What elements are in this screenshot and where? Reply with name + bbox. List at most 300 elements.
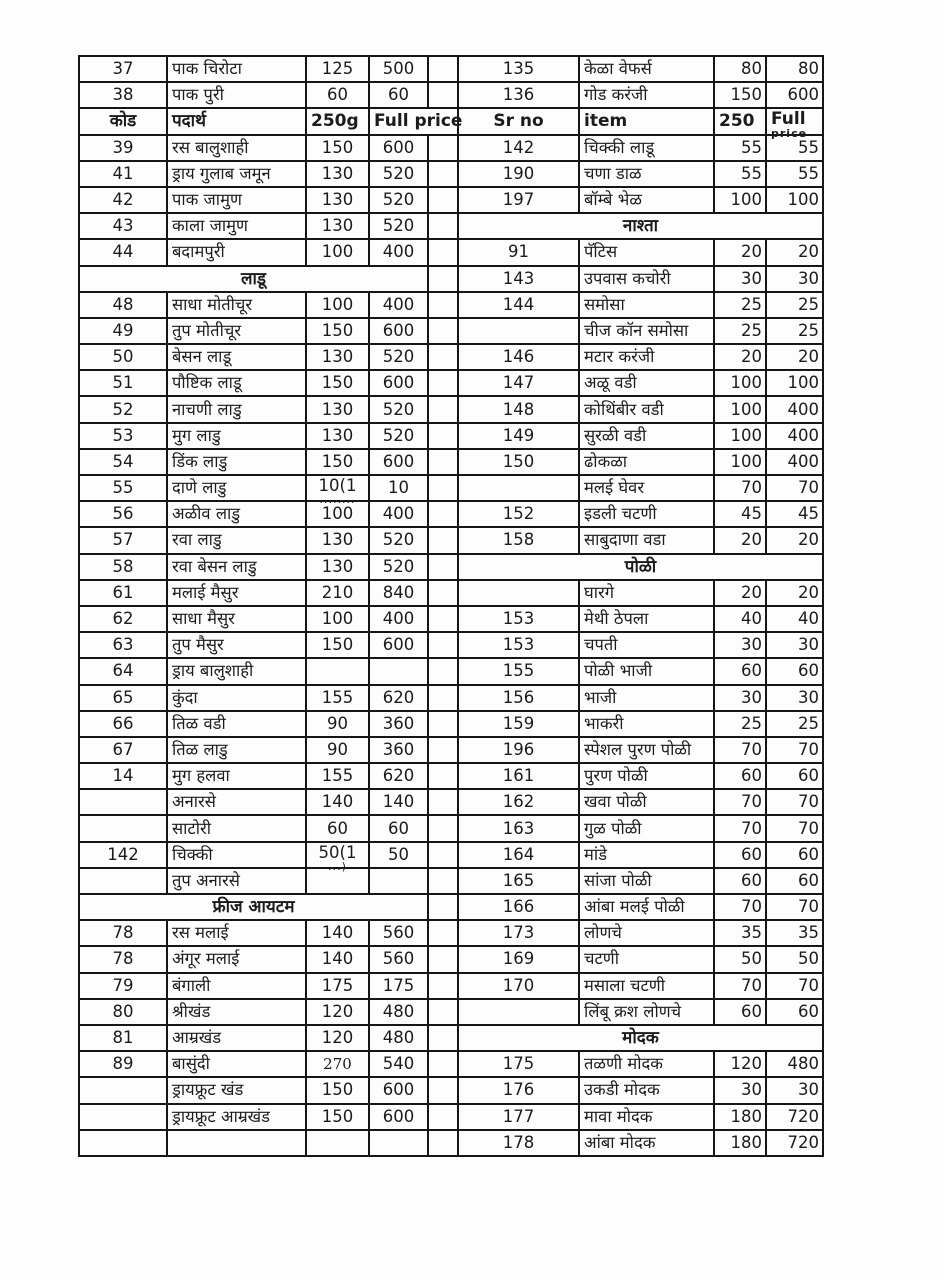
- mid-spacer-cell: [428, 1130, 458, 1156]
- cell-price-full: 560: [369, 946, 428, 972]
- cell-price-250g: 150: [306, 632, 369, 658]
- table-row: [79, 82, 823, 108]
- cell-price-full: 60: [766, 842, 823, 868]
- mid-spacer-cell: [428, 894, 458, 920]
- cell-price-250g: 140: [306, 920, 369, 946]
- cell-price-full: 400: [766, 396, 823, 422]
- cell-price-250g: [306, 658, 369, 684]
- cell-price-250g: 60: [306, 815, 369, 841]
- cell-price-full: 620: [369, 685, 428, 711]
- cell-code: 66: [79, 711, 167, 737]
- cell-code: 48: [79, 292, 167, 318]
- cell-price-full: 20: [766, 239, 823, 265]
- mid-spacer-cell: [428, 789, 458, 815]
- cell-sr-no: 178: [458, 1130, 579, 1156]
- cell-price-250: 70: [714, 894, 766, 920]
- table-row: [79, 580, 823, 606]
- cell-code: 41: [79, 161, 167, 187]
- cell-price-full: 600: [369, 370, 428, 396]
- cell-price-250g: 120: [306, 999, 369, 1025]
- col-header-full-price: Full price: [369, 108, 458, 134]
- cell-item-name: ड्राय गुलाब जमून: [167, 161, 306, 187]
- cell-code: [79, 1130, 167, 1156]
- cell-price-full: 70: [766, 815, 823, 841]
- mid-spacer-cell: [428, 318, 458, 344]
- table-row: [79, 370, 823, 396]
- cell-item-name: नाचणी लाडु: [167, 396, 306, 422]
- cell-price-250: 70: [714, 475, 766, 501]
- cell-sr-no: 173: [458, 920, 579, 946]
- mid-spacer-cell: [428, 475, 458, 501]
- table-row: [79, 423, 823, 449]
- cell-item-name: सांजा पोळी: [579, 868, 714, 894]
- cell-price-250: 55: [714, 135, 766, 161]
- cell-item-name: समोसा: [579, 292, 714, 318]
- table-row: [79, 973, 823, 999]
- cell-price-full: 55: [766, 161, 823, 187]
- cell-item-name: उपवास कचोरी: [579, 266, 714, 292]
- cell-price-250g: 130: [306, 527, 369, 553]
- price-table-body: [79, 56, 823, 1156]
- cell-price-full: [369, 868, 428, 894]
- cell-sr-no: [458, 580, 579, 606]
- cell-price-250: 120: [714, 1051, 766, 1077]
- table-row: [79, 1077, 823, 1103]
- table-row: [79, 239, 823, 265]
- table-row: [79, 894, 823, 920]
- cell-price-250g: 130: [306, 213, 369, 239]
- table-row: [79, 815, 823, 841]
- cell-price-full: 45: [766, 501, 823, 527]
- table-row: [79, 606, 823, 632]
- cell-sr-no: 175: [458, 1051, 579, 1077]
- cell-item-name: आम्रखंड: [167, 1025, 306, 1051]
- cell-sr-no: 150: [458, 449, 579, 475]
- cell-price-250: 20: [714, 580, 766, 606]
- cell-sr-no: 142: [458, 135, 579, 161]
- cell-price-full: 100: [766, 370, 823, 396]
- cell-price-full: 840: [369, 580, 428, 606]
- cell-price-full: 400: [766, 423, 823, 449]
- cell-code: 142: [79, 842, 167, 868]
- cell-sr-no: 170: [458, 973, 579, 999]
- cell-item-name: आंबा मलई पोळी: [579, 894, 714, 920]
- mid-spacer-cell: [428, 239, 458, 265]
- cell-price-250g: 150: [306, 449, 369, 475]
- cell-price-250: 80: [714, 56, 766, 82]
- cell-item-name: काला जामुण: [167, 213, 306, 239]
- cell-price-full: 10: [369, 475, 428, 501]
- cell-price-250g: 100: [306, 501, 369, 527]
- col-header-250g: 250g: [306, 108, 369, 134]
- cell-sr-no: 155: [458, 658, 579, 684]
- cell-item-name: उकडी मोदक: [579, 1077, 714, 1103]
- cell-price-250: 20: [714, 527, 766, 553]
- cell-price-full: [369, 658, 428, 684]
- cell-price-full: 520: [369, 554, 428, 580]
- cell-code: 89: [79, 1051, 167, 1077]
- cell-sr-no: 153: [458, 606, 579, 632]
- cell-price-250g: 150: [306, 1104, 369, 1130]
- mid-spacer-cell: [428, 842, 458, 868]
- table-row: [79, 1130, 823, 1156]
- table-row: [79, 711, 823, 737]
- cell-item-name: रवा लाडु: [167, 527, 306, 553]
- cell-sr-no: 149: [458, 423, 579, 449]
- cell-price-full: 520: [369, 213, 428, 239]
- table-row: [79, 187, 823, 213]
- cell-item-name: साधा मैसुर: [167, 606, 306, 632]
- cell-price-250g: 150: [306, 318, 369, 344]
- cell-price-full: [369, 1130, 428, 1156]
- cell-code: 14: [79, 763, 167, 789]
- cell-price-250: 40: [714, 606, 766, 632]
- cell-item-name: पाक चिरोटा: [167, 56, 306, 82]
- cell-item-name: पाक जामुण: [167, 187, 306, 213]
- cell-price-250g: [306, 475, 369, 507]
- cell-item-name: मुग लाडु: [167, 423, 306, 449]
- cell-price-full: 175: [369, 973, 428, 999]
- cell-price-250g: 210: [306, 580, 369, 606]
- table-row: [79, 318, 823, 344]
- cell-sr-no: 161: [458, 763, 579, 789]
- cell-price-full: 40: [766, 606, 823, 632]
- cell-price-full: 600: [766, 82, 823, 108]
- cell-item-name: श्रीखंड: [167, 999, 306, 1025]
- table-row: [79, 396, 823, 422]
- mid-spacer-cell: [428, 135, 458, 161]
- cell-price-full: 30: [766, 685, 823, 711]
- cell-price-full: 400: [369, 501, 428, 527]
- cell-price-250g: 175: [306, 973, 369, 999]
- mid-spacer-cell: [428, 501, 458, 527]
- table-row: [79, 1104, 823, 1130]
- cell-item-name: भाकरी: [579, 711, 714, 737]
- mid-spacer-cell: [428, 292, 458, 318]
- cell-sr-no: 176: [458, 1077, 579, 1103]
- cell-price-full: 600: [369, 1104, 428, 1130]
- cell-item-name: बेसन लाडू: [167, 344, 306, 370]
- cell-sr-no: [458, 318, 579, 344]
- cell-code: 38: [79, 82, 167, 108]
- cell-code: 55: [79, 475, 167, 501]
- cell-price-full: 560: [369, 920, 428, 946]
- cell-price-250: 180: [714, 1104, 766, 1130]
- cell-code: 39: [79, 135, 167, 161]
- cell-code: 58: [79, 554, 167, 580]
- cell-item-name: तुप अनारसे: [167, 868, 306, 894]
- cell-price-250g: 150: [306, 1077, 369, 1103]
- cell-item-name: इडली चटणी: [579, 501, 714, 527]
- cell-price-full: 600: [369, 135, 428, 161]
- cell-price-full: 70: [766, 789, 823, 815]
- cell-item-name: घारगे: [579, 580, 714, 606]
- cell-price-full: 520: [369, 396, 428, 422]
- cell-code: 79: [79, 973, 167, 999]
- table-row: [79, 527, 823, 553]
- col-header-code: कोड: [79, 108, 167, 134]
- cell-item-name: चीज कॉन समोसा: [579, 318, 714, 344]
- table-row: [79, 737, 823, 763]
- cell-price-full: 600: [369, 1077, 428, 1103]
- cell-item-name: अळीव लाडु: [167, 501, 306, 527]
- cell-item-name: केळा वेफर्स: [579, 56, 714, 82]
- cell-price-full: 520: [369, 161, 428, 187]
- cell-item-name: पुरण पोळी: [579, 763, 714, 789]
- cell-price-250: 60: [714, 868, 766, 894]
- section-header-cell: पोळी: [458, 554, 823, 580]
- cell-item-name: गोड करंजी: [579, 82, 714, 108]
- cell-price-250g: 60: [306, 82, 369, 108]
- cell-code: 62: [79, 606, 167, 632]
- price-list-sheet: [78, 55, 824, 1157]
- cell-item-name: दाणे लाडु: [167, 475, 306, 501]
- cell-value: 10(1: [318, 476, 357, 496]
- cell-sr-no: 147: [458, 370, 579, 396]
- cell-item-name: पौष्टिक लाडू: [167, 370, 306, 396]
- cell-item-name: चपती: [579, 632, 714, 658]
- cell-price-full: 30: [766, 1077, 823, 1103]
- cell-item-name: मेथी ठेपला: [579, 606, 714, 632]
- cell-price-250: 30: [714, 685, 766, 711]
- cell-item-name: बासुंदी: [167, 1051, 306, 1077]
- mid-spacer-cell: [428, 1051, 458, 1077]
- section-header-cell: फ्रीज आयटम: [79, 894, 428, 920]
- cell-price-250: 70: [714, 789, 766, 815]
- cell-item-name: बॉम्बे भेळ: [579, 187, 714, 213]
- mid-spacer-cell: [428, 187, 458, 213]
- cell-price-250: 30: [714, 632, 766, 658]
- mid-spacer-cell: [428, 868, 458, 894]
- cell-price-full: 360: [369, 711, 428, 737]
- cell-sr-no: 158: [458, 527, 579, 553]
- cell-price-250: 60: [714, 658, 766, 684]
- table-row: [79, 789, 823, 815]
- mid-spacer-cell: [428, 423, 458, 449]
- col-header-item: पदार्थ: [167, 108, 306, 134]
- cell-sr-no: 162: [458, 789, 579, 815]
- cell-price-full: 70: [766, 737, 823, 763]
- cell-item-name: ड्रायफ्रूट आम्रखंड: [167, 1104, 306, 1130]
- cell-price-full: 20: [766, 580, 823, 606]
- cell-sr-no: 165: [458, 868, 579, 894]
- cell-price-250: 50: [714, 946, 766, 972]
- cell-code: 65: [79, 685, 167, 711]
- cell-price-full: 70: [766, 475, 823, 501]
- cell-price-full: 400: [369, 239, 428, 265]
- cell-price-250g: 90: [306, 737, 369, 763]
- mid-spacer-cell: [428, 554, 458, 580]
- cell-price-full: 480: [369, 999, 428, 1025]
- cell-item-name: बदामपुरी: [167, 239, 306, 265]
- table-row: [79, 658, 823, 684]
- cell-price-250: 35: [714, 920, 766, 946]
- cell-code: 57: [79, 527, 167, 553]
- mid-spacer-cell: [428, 161, 458, 187]
- table-row: [79, 1025, 823, 1051]
- cell-clipped-overflow-text: ........: [319, 493, 356, 507]
- cell-code: 52: [79, 396, 167, 422]
- cell-price-250: 60: [714, 999, 766, 1025]
- cell-price-250g: [306, 842, 369, 873]
- table-row: [79, 946, 823, 972]
- cell-item-name: अंगूर मलाई: [167, 946, 306, 972]
- cell-sr-no: 196: [458, 737, 579, 763]
- table-row: [79, 213, 823, 239]
- cell-item-name: स्पेशल पुरण पोळी: [579, 737, 714, 763]
- cell-price-250g: 130: [306, 187, 369, 213]
- cell-price-250: 100: [714, 449, 766, 475]
- cell-code: 64: [79, 658, 167, 684]
- cell-sr-no: 148: [458, 396, 579, 422]
- cell-code: 43: [79, 213, 167, 239]
- cell-item-name: पॅटिस: [579, 239, 714, 265]
- table-row: [79, 920, 823, 946]
- cell-code: 63: [79, 632, 167, 658]
- mid-spacer-cell: [428, 56, 458, 82]
- col-header-item: item: [579, 108, 714, 134]
- mid-spacer-cell: [428, 396, 458, 422]
- cell-code: [79, 789, 167, 815]
- mid-spacer-cell: [428, 711, 458, 737]
- price-table: [78, 55, 824, 1157]
- cell-price-full: 25: [766, 292, 823, 318]
- cell-item-name: साधा मोतीचूर: [167, 292, 306, 318]
- cell-price-250g: 150: [306, 370, 369, 396]
- cell-price-250g: 90: [306, 711, 369, 737]
- cell-item-name: तिळ वडी: [167, 711, 306, 737]
- cell-price-250g: [306, 1130, 369, 1156]
- cell-price-250g: 100: [306, 239, 369, 265]
- cell-price-full: 60: [766, 999, 823, 1025]
- cell-price-full: 20: [766, 344, 823, 370]
- cell-sr-no: 164: [458, 842, 579, 868]
- section-header-cell: लाडू: [79, 266, 428, 292]
- cell-item-name: रस मलाई: [167, 920, 306, 946]
- cell-price-250: 60: [714, 763, 766, 789]
- cell-sr-no: 135: [458, 56, 579, 82]
- cell-price-full: 720: [766, 1104, 823, 1130]
- cell-item-name: [167, 1130, 306, 1156]
- cell-sr-no: 156: [458, 685, 579, 711]
- cell-sr-no: 143: [458, 266, 579, 292]
- cell-sr-no: 163: [458, 815, 579, 841]
- cell-code: 78: [79, 946, 167, 972]
- cell-code: 50: [79, 344, 167, 370]
- cell-price-250g: 155: [306, 763, 369, 789]
- cell-item-name: तुप मोतीचूर: [167, 318, 306, 344]
- mid-spacer-cell: [428, 370, 458, 396]
- cell-sr-no: 166: [458, 894, 579, 920]
- cell-price-full: 400: [369, 606, 428, 632]
- cell-price-full: 140: [369, 789, 428, 815]
- cell-price-full: 35: [766, 920, 823, 946]
- cell-item-name: मटार करंजी: [579, 344, 714, 370]
- cell-item-name: ड्रायफ्रूट खंड: [167, 1077, 306, 1103]
- cell-clipped-overflow-text: price: [771, 127, 808, 141]
- cell-item-name: चटणी: [579, 946, 714, 972]
- cell-code: 49: [79, 318, 167, 344]
- mid-spacer-cell: [428, 527, 458, 553]
- cell-clipped-overflow-text: ...): [328, 859, 347, 873]
- cell-sr-no: 146: [458, 344, 579, 370]
- cell-price-250: 25: [714, 711, 766, 737]
- cell-code: [79, 1104, 167, 1130]
- cell-sr-no: 190: [458, 161, 579, 187]
- table-row: [79, 266, 823, 292]
- cell-price-full: 400: [766, 449, 823, 475]
- cell-price-250g: 130: [306, 344, 369, 370]
- cell-item-name: पोळी भाजी: [579, 658, 714, 684]
- cell-item-name: अनारसे: [167, 789, 306, 815]
- mid-spacer-cell: [428, 1077, 458, 1103]
- cell-price-250: 70: [714, 737, 766, 763]
- table-row: [79, 763, 823, 789]
- cell-item-name: बंगाली: [167, 973, 306, 999]
- cell-price-250g: 140: [306, 789, 369, 815]
- table-row: [79, 108, 823, 134]
- table-row: [79, 554, 823, 580]
- cell-code: 61: [79, 580, 167, 606]
- table-row: [79, 449, 823, 475]
- cell-code: 81: [79, 1025, 167, 1051]
- cell-price-full: 500: [369, 56, 428, 82]
- cell-item-name: तळणी मोदक: [579, 1051, 714, 1077]
- cell-item-name: मलाई मैसुर: [167, 580, 306, 606]
- cell-item-name: अळू वडी: [579, 370, 714, 396]
- cell-item-name: कुंदा: [167, 685, 306, 711]
- cell-price-full: 60: [369, 82, 428, 108]
- mid-spacer-cell: [428, 946, 458, 972]
- col-header-full: [766, 108, 823, 141]
- table-row: [79, 1051, 823, 1077]
- cell-price-250: 20: [714, 239, 766, 265]
- cell-price-full: 400: [369, 292, 428, 318]
- cell-item-name: लोणचे: [579, 920, 714, 946]
- cell-price-full: 25: [766, 318, 823, 344]
- cell-price-250g: 100: [306, 606, 369, 632]
- table-row: [79, 56, 823, 82]
- cell-price-250: 150: [714, 82, 766, 108]
- cell-price-full: 520: [369, 187, 428, 213]
- cell-price-250: 30: [714, 1077, 766, 1103]
- mid-spacer-cell: [428, 685, 458, 711]
- cell-item-name: आंबा मोदक: [579, 1130, 714, 1156]
- section-header-cell: मोदक: [458, 1025, 823, 1051]
- cell-item-name: मुग हलवा: [167, 763, 306, 789]
- cell-item-name: चिक्की: [167, 842, 306, 868]
- cell-sr-no: [458, 475, 579, 501]
- cell-price-250: 100: [714, 396, 766, 422]
- cell-item-name: मांडे: [579, 842, 714, 868]
- cell-item-name: पाक पुरी: [167, 82, 306, 108]
- cell-price-250g: 155: [306, 685, 369, 711]
- cell-code: 56: [79, 501, 167, 527]
- cell-sr-no: 153: [458, 632, 579, 658]
- cell-price-full: 520: [369, 527, 428, 553]
- cell-value: Full: [771, 109, 806, 130]
- cell-sr-no: 152: [458, 501, 579, 527]
- cell-price-full: 540: [369, 1051, 428, 1077]
- cell-item-name: ढोकळा: [579, 449, 714, 475]
- cell-item-name: साबुदाणा वडा: [579, 527, 714, 553]
- cell-price-250g: 130: [306, 161, 369, 187]
- cell-code: 78: [79, 920, 167, 946]
- cell-price-full: 55: [766, 135, 823, 161]
- cell-price-full: 60: [766, 868, 823, 894]
- cell-item-name: सुरळी वडी: [579, 423, 714, 449]
- cell-item-name: मलई घेवर: [579, 475, 714, 501]
